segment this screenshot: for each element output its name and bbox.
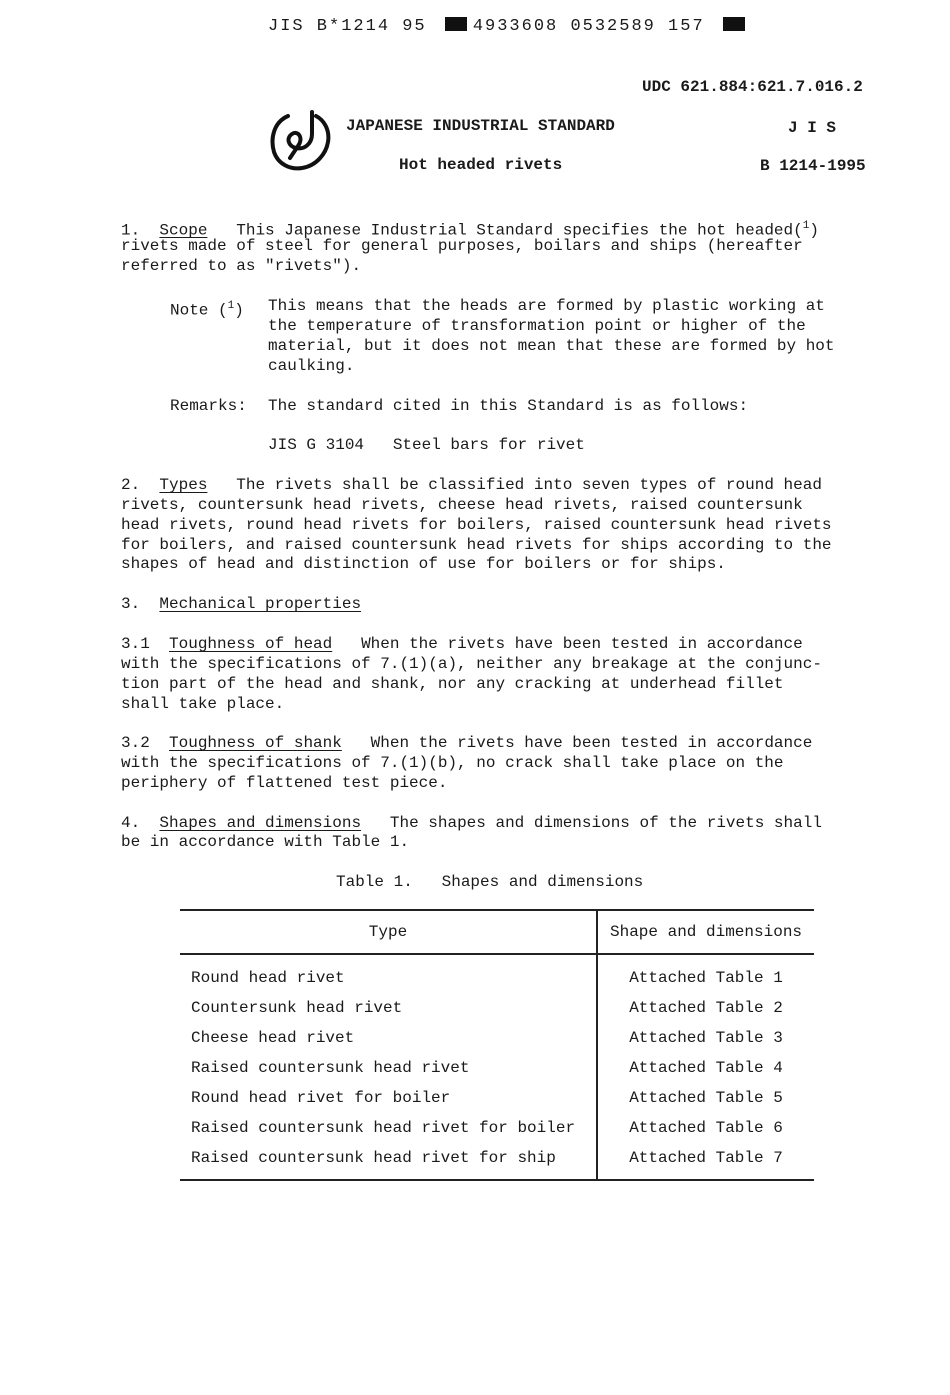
section-2-line-4: for boilers, and raised countersunk head rivets for ships according to the: [121, 536, 832, 554]
attached-table-cell: Attached Table 6: [597, 1113, 814, 1143]
section-3-2-line-1: [121, 733, 861, 753]
section-heading: Mechanical properties: [159, 595, 362, 613]
section-heading: Shapes and dimensions: [159, 814, 362, 832]
rivet-type-cell: Cheese head rivet: [191, 1029, 355, 1047]
jis-mark: J I S: [788, 119, 837, 137]
section-heading: Scope: [159, 221, 208, 240]
section-3-1-line-1: [121, 634, 861, 654]
section-2-line-5: shapes of head and distinction of use for boilers or for ships.: [121, 555, 726, 573]
section-1-line-2: rivets made of steel for general purposes, boilars and ships (hereafter: [121, 237, 803, 255]
section-3-2-line-3: periphery of flattened test piece.: [121, 774, 448, 792]
attached-table-cell: Attached Table 3: [597, 1023, 814, 1053]
section-3-1-line-2: with the specifications of 7.(1)(a), neither any breakage at the conjunc-: [121, 655, 822, 673]
body-text: The rivets shall be classified into seven types of round head: [236, 476, 822, 494]
shapes-dimensions-table: [180, 909, 814, 1181]
table-header-row: [180, 910, 814, 954]
attached-table-cell: Attached Table 2: [597, 993, 814, 1023]
section-2-line-3: head rivets, round head rivets for boilers, raised countersunk head rivets: [121, 516, 832, 534]
body-text: The shapes and dimensions of the rivets shall: [389, 814, 822, 832]
note-label: [170, 296, 244, 320]
subsection-number: 3.2: [121, 734, 150, 752]
section-2-line-2: rivets, countersunk head rivets, cheese head rivets, raised countersunk: [121, 496, 803, 514]
attached-table-cell: Attached Table 4: [597, 1053, 814, 1083]
remarks-reference: JIS G 3104 Steel bars for rivet: [268, 436, 585, 454]
section-number: 4.: [121, 814, 141, 832]
standard-number: B 1214-1995: [760, 157, 866, 175]
rivet-type-cell: Raised countersunk head rivet for ship: [191, 1149, 556, 1167]
section-2-line-1: [121, 475, 861, 495]
rivet-type-cell: Countersunk head rivet: [191, 999, 403, 1017]
body-text: This Japanese Industrial Standard specifies the hot headed(: [236, 221, 803, 240]
attached-table-cell: Attached Table 1: [597, 954, 814, 993]
black-block-icon: [723, 17, 745, 31]
column-header-type: Type: [180, 910, 597, 954]
udc-number: UDC 621.884:621.7.016.2: [642, 78, 863, 96]
section-3-1-line-3: tion part of the head and shank, nor any cracking at underhead fillet: [121, 675, 784, 693]
black-block-icon: [445, 17, 467, 31]
table-row: [180, 1023, 814, 1053]
body-text: ): [809, 221, 819, 240]
section-number: 1.: [121, 221, 141, 240]
attached-table-cell: Attached Table 7: [597, 1143, 814, 1180]
section-3-1-line-4: shall take place.: [121, 695, 285, 713]
attached-table-cell: Attached Table 5: [597, 1083, 814, 1113]
rivet-type-cell: Round head rivet: [191, 969, 345, 987]
rivet-type-cell: Round head rivet for boiler: [191, 1089, 451, 1107]
table-row: [180, 1053, 814, 1083]
subsection-heading: Toughness of shank: [169, 734, 342, 752]
section-number: 3.: [121, 595, 141, 613]
note-line-3: material, but it does not mean that these are formed by hot: [268, 337, 835, 355]
table-row: [180, 1083, 814, 1113]
table-caption: Table 1. Shapes and dimensions: [336, 873, 644, 891]
document-code-line: [268, 17, 751, 36]
section-number: 2.: [121, 476, 141, 494]
note-label-text: ): [234, 301, 244, 320]
section-4-line-1: [121, 813, 861, 833]
remarks-text: The standard cited in this Standard is as follows:: [268, 397, 749, 415]
note-line-4: caulking.: [268, 357, 355, 375]
rivet-type-cell: Raised countersunk head rivet for boiler: [191, 1119, 576, 1137]
doc-code-right: 4933608 0532589 157: [472, 17, 705, 36]
section-1-line-3: referred to as "rivets").: [121, 257, 362, 275]
remarks-label: Remarks:: [170, 397, 247, 415]
body-text: When the rivets have been tested in accordance: [361, 635, 803, 653]
table-row: [180, 1113, 814, 1143]
table-row: [180, 954, 814, 993]
section-3-heading: [121, 594, 861, 614]
subsection-number: 3.1: [121, 635, 150, 653]
rivet-type-cell: Raised countersunk head rivet: [191, 1059, 470, 1077]
section-4-line-2: be in accordance with Table 1.: [121, 833, 410, 851]
subsection-heading: Toughness of head: [169, 635, 333, 653]
note-line-1: This means that the heads are formed by plastic working at: [268, 297, 825, 315]
section-heading: Types: [159, 476, 208, 494]
section-3-2-line-2: with the specifications of 7.(1)(b), no crack shall take place on the: [121, 754, 784, 772]
table-row: [180, 993, 814, 1023]
column-header-shape: Shape and dimensions: [597, 910, 814, 954]
jis-logo-icon: [268, 108, 332, 174]
note-label-text: Note (: [170, 301, 228, 320]
standard-name: JAPANESE INDUSTRIAL STANDARD: [346, 117, 615, 135]
table-row: [180, 1143, 814, 1180]
footnote-ref: 1: [802, 220, 810, 232]
footnote-ref: 1: [227, 300, 235, 312]
doc-code-left: JIS B*1214 95: [268, 17, 427, 36]
body-text: When the rivets have been tested in accordance: [370, 734, 813, 752]
document-title: Hot headed rivets: [399, 156, 563, 174]
note-line-2: the temperature of transformation point or higher of the: [268, 317, 806, 335]
